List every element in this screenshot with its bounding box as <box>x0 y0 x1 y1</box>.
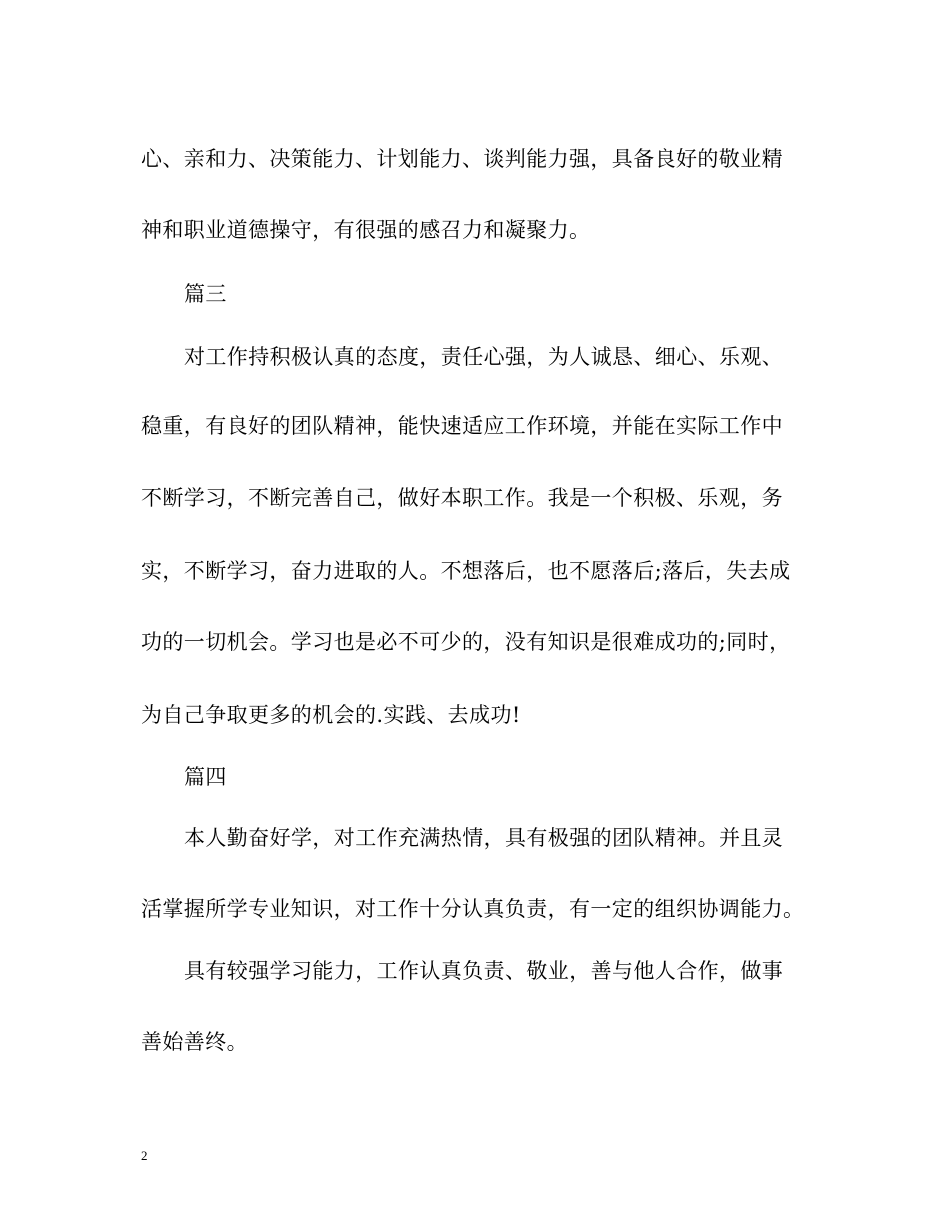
body-text-line: 功的一切机会。学习也是必不可少的，没有知识是很难成功的;同时， <box>141 630 791 654</box>
body-text-line: 实，不断学习，奋力进取的人。不想落后，也不愿落后;落后，失去成 <box>141 559 791 583</box>
body-text-line: 神和职业道德操守，有很强的感召力和凝聚力。 <box>141 218 591 242</box>
paragraph-first-line: 具有较强学习能力，工作认真负责、敬业，善与他人合作，做事 <box>184 959 784 983</box>
section-heading: 篇四 <box>184 765 227 789</box>
body-text-line: 心、亲和力、决策能力、计划能力、谈判能力强，具备良好的敬业精 <box>141 147 783 171</box>
body-text-line: 活掌握所学专业知识，对工作十分认真负责，有一定的组织协调能力。 <box>141 897 805 921</box>
body-text-line: 稳重，有良好的团队精神，能快速适应工作环境，并能在实际工作中 <box>141 414 783 438</box>
section-heading: 篇三 <box>184 282 227 306</box>
body-text-line: 不断学习，不断完善自己，做好本职工作。我是一个积极、乐观，务 <box>141 486 783 510</box>
page-number: 2 <box>141 1148 148 1163</box>
body-text-line: 善始善终。 <box>141 1030 248 1054</box>
paragraph-first-line: 本人勤奋好学，对工作充满热情，具有极强的团队精神。并且灵 <box>184 826 784 850</box>
body-text-line: 为自己争取更多的机会的.实践、去成功! <box>141 703 521 727</box>
paragraph-first-line: 对工作持积极认真的态度，责任心强，为人诚恳、细心、乐观、 <box>184 345 784 369</box>
